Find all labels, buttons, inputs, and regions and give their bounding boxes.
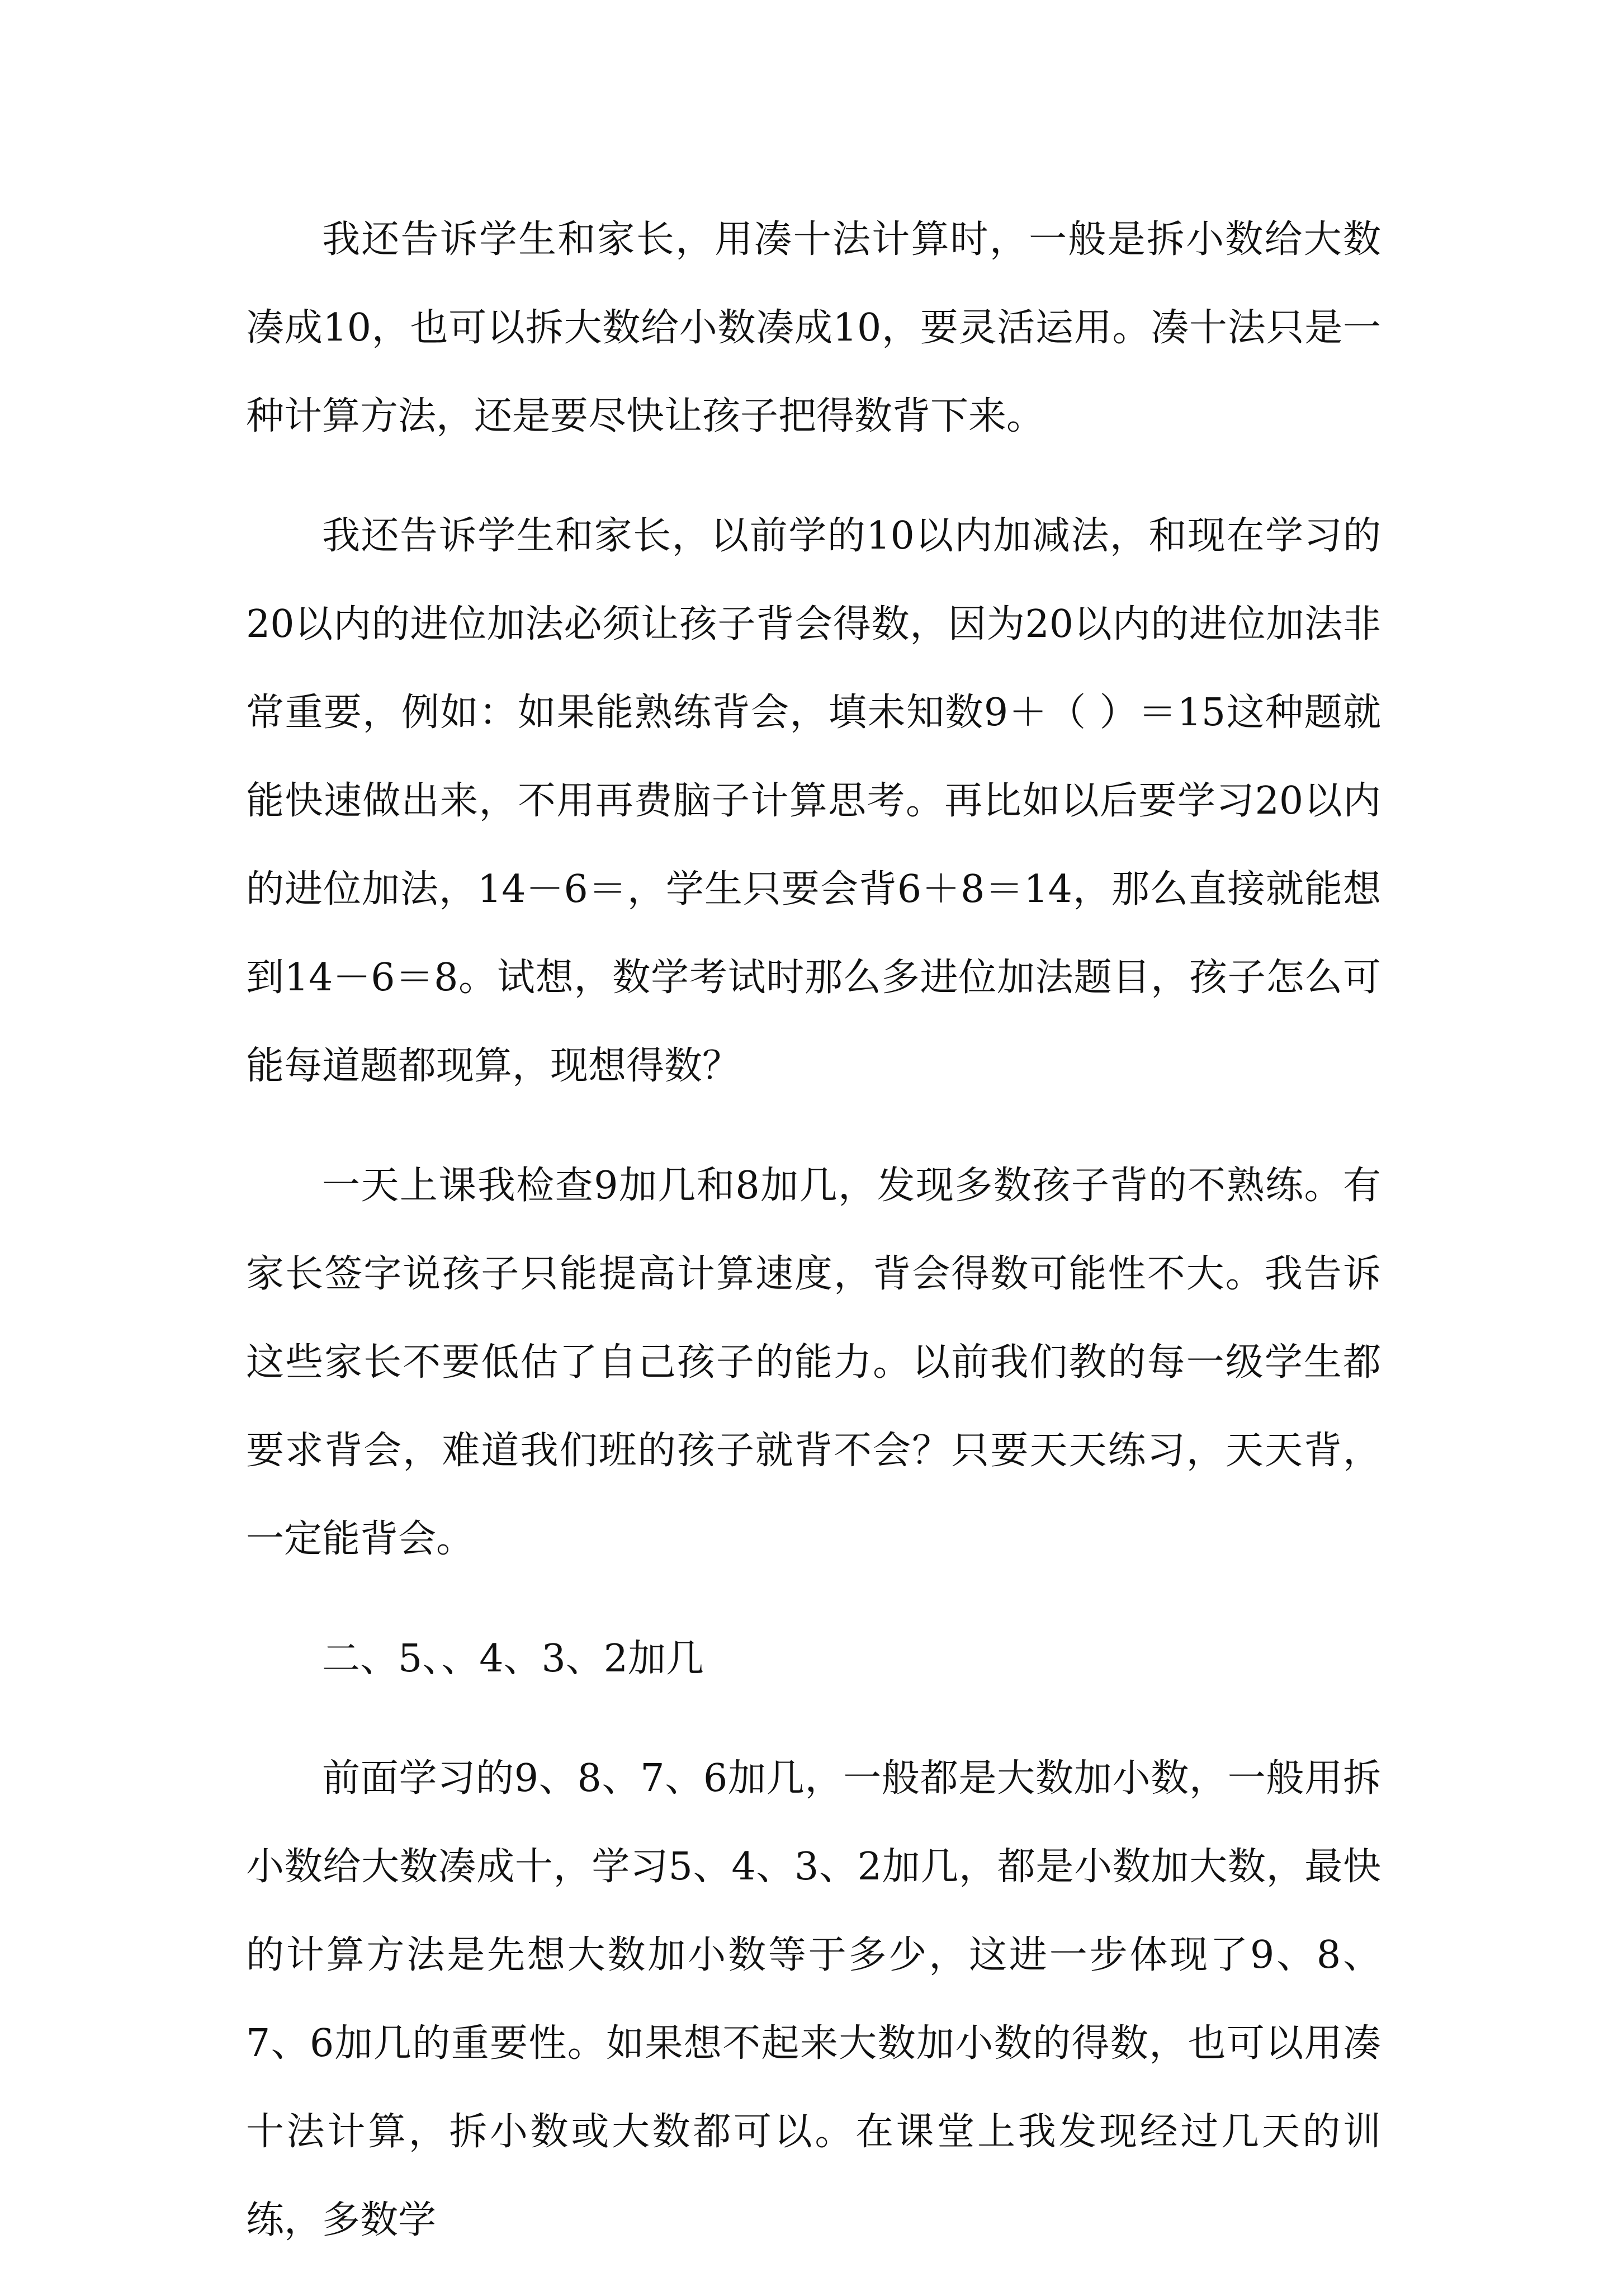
paragraph-3: 一天上课我检查9加几和8加几，发现多数孩子背的不熟练。有家长签字说孩子只能提高计算速度，背会得数可能性不大。我告诉这些家长不要低估了自己孩子的能力。以前我们教的每一级学生都要求背会，难道我们班的孩子就背不会？只要天天练习，天天背，一定能背会。 [246,1164,1381,1561]
paragraph-2: 我还告诉学生和家长，以前学的10以内加减法，和现在学习的20以内的进位加法必须让孩子背会得数，因为20以内的进位加法非常重要，例如：如果能熟练背会，填未知数9＋（ ）＝15这种题就能快速做出来，不用再费脑子计算思考。再比如以后要学习20以内的进位加法，14－6＝，学生只要会背6＋8＝14，那么直接就能想到14－6＝8。试想，数学考试时那么多进位加法题目，孩子怎么可能每道题都现算，现想得数？ [246,514,1381,1088]
document-body [246,196,1381,2296]
paragraph-1: 我还告诉学生和家长，用凑十法计算时，一般是拆小数给大数凑成10，也可以拆大数给小数凑成10，要灵活运用。凑十法只是一种计算方法，还是要尽快让孩子把得数背下来。 [246,218,1381,438]
section-heading: 二、5、、4、3、2加几 [322,1637,704,1681]
paragraph-4: 前面学习的9、8、7、6加几，一般都是大数加小数，一般用拆小数给大数凑成十，学习5、4、3、2加几，都是小数加大数，最快的计算方法是先想大数加小数等于多少，这进一步体现了9、8、7、6加几的重要性。如果想不起来大数加小数的得数，也可以用凑十法计算，拆小数或大数都可以。在课堂上我发现经过几天的训练，多数学 [246,1756,1381,2242]
